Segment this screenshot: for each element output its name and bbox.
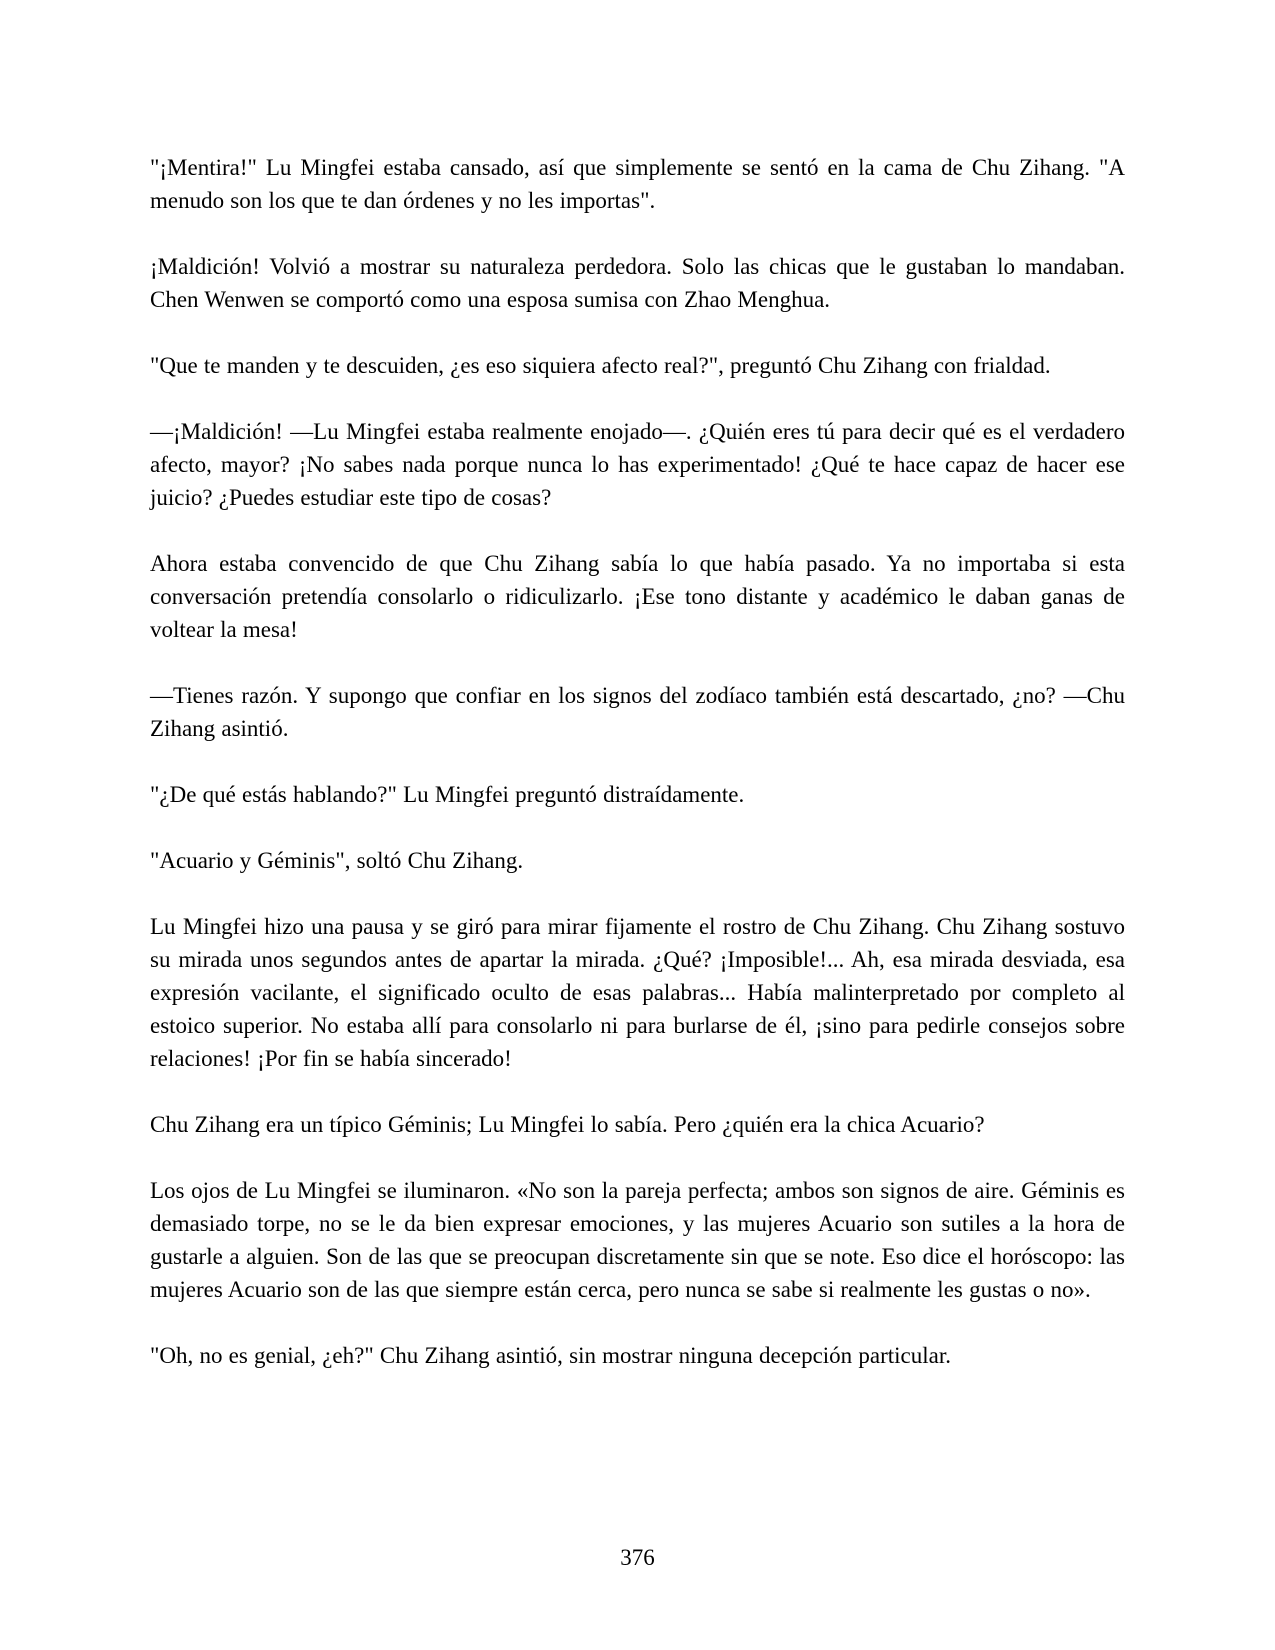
paragraph: —Tienes razón. Y supongo que confiar en los signos del zodíaco también está descartado, ¿no? —Chu Zihang asintió. [150, 683, 1125, 741]
page-number: 376 [620, 1545, 655, 1570]
paragraph: Los ojos de Lu Mingfei se iluminaron. «No son la pareja perfecta; ambos son signos de aire. Géminis es demasiado torpe, no se le da bien expresar emociones, y las mujeres Acuario son sutiles a la hora de gustarle a alguien. Son de las que se preocupan discretamente sin que se note. Eso dice el horóscopo: las mujeres Acuario son de las que siempre están cerca, pero nunca se sabe si realmente les gustas o no». [150, 1178, 1125, 1302]
paragraph: ¡Maldición! Volvió a mostrar su naturaleza perdedora. Solo las chicas que le gustaban lo mandaban. Chen Wenwen se comportó como una esposa sumisa con Zhao Menghua. [150, 254, 1125, 312]
paragraph: Lu Mingfei hizo una pausa y se giró para mirar fijamente el rostro de Chu Zihang. Chu Zihang sostuvo su mirada unos segundos antes de apartar la mirada. ¿Qué? ¡Imposible!... Ah, esa mirada desviada, esa expresión vacilante, el significado oculto de esas palabras... Había malinterpretado por completo al estoico superior. No estaba allí para consolarlo ni para burlarse de él, ¡sino para pedirle consejos sobre relaciones! ¡Por fin se había sincerado! [150, 914, 1125, 1071]
paragraph: "Que te manden y te descuiden, ¿es eso siquiera afecto real?", preguntó Chu Zihang con frialdad. [150, 353, 1051, 378]
paragraph: "¿De qué estás hablando?" Lu Mingfei preguntó distraídamente. [150, 782, 745, 807]
paragraph: Chu Zihang era un típico Géminis; Lu Mingfei lo sabía. Pero ¿quién era la chica Acuario? [150, 1112, 985, 1137]
paragraph: "¡Mentira!" Lu Mingfei estaba cansado, así que simplemente se sentó en la cama de Chu Zihang. "A menudo son los que te dan órdenes y no les importas". [150, 155, 1125, 213]
paragraph: —¡Maldición! —Lu Mingfei estaba realmente enojado—. ¿Quién eres tú para decir qué es el verdadero afecto, mayor? ¡No sabes nada porque nunca lo has experimentado! ¿Qué te hace capaz de hacer ese juicio? ¿Puedes estudiar este tipo de cosas? [150, 419, 1125, 510]
paragraph: Ahora estaba convencido de que Chu Zihang sabía lo que había pasado. Ya no importaba si esta conversación pretendía consolarlo o ridiculizarlo. ¡Ese tono distante y académico le daban ganas de voltear la mesa! [150, 551, 1125, 642]
paragraph: "Acuario y Géminis", soltó Chu Zihang. [150, 848, 524, 873]
paragraph: "Oh, no es genial, ¿eh?" Chu Zihang asintió, sin mostrar ninguna decepción particular. [150, 1343, 951, 1368]
page-body [150, 151, 1125, 1405]
